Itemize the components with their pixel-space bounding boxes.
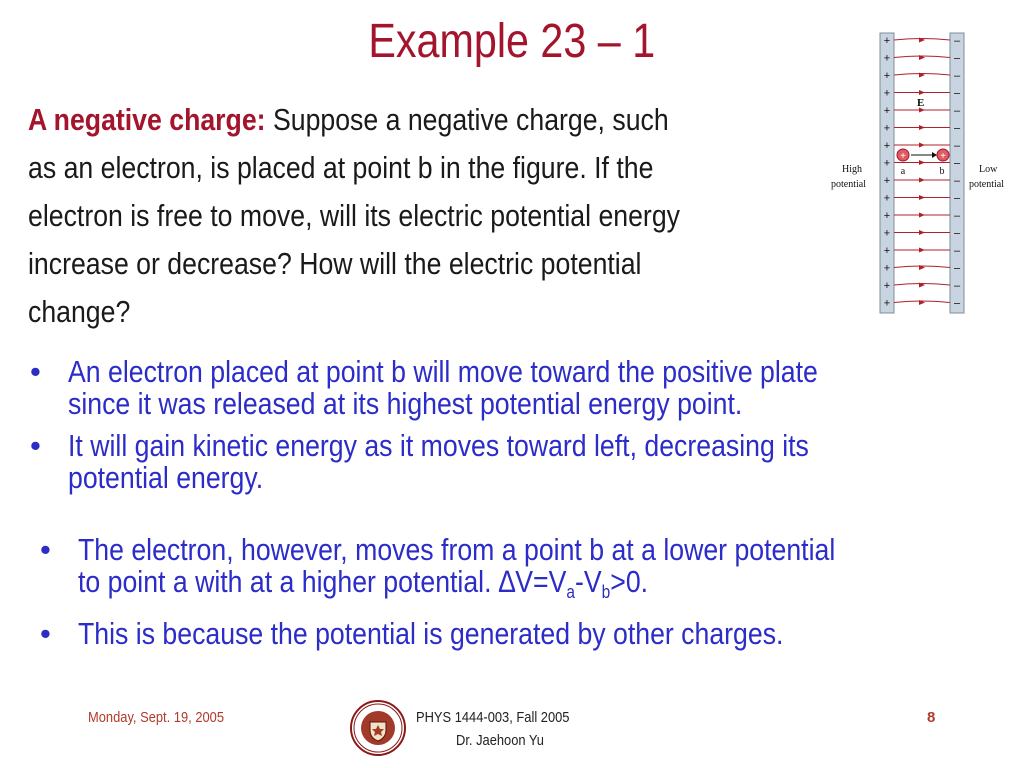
plus-sign: + xyxy=(883,157,891,170)
plus-sign: + xyxy=(883,70,891,82)
high-potential-label: High xyxy=(842,164,862,175)
footer-date: Monday, Sept. 19, 2005 xyxy=(88,709,225,726)
plus-sign: + xyxy=(883,52,891,65)
minus-sign: – xyxy=(953,157,961,170)
field-arrow xyxy=(919,160,925,165)
minus-sign: – xyxy=(953,262,961,275)
question-paragraph xyxy=(28,96,828,336)
bullet-item: • The electron, however, moves from a point b at a lower potential to point a with at a higher potential. $\Delta V=V_a-V_b>0$. xyxy=(40,534,1020,608)
field-arrow xyxy=(919,230,925,235)
university-seal-logo xyxy=(350,700,406,756)
minus-sign: – xyxy=(953,87,961,100)
explanation-bullets xyxy=(40,534,1020,660)
plus-sign: + xyxy=(883,227,891,240)
minus-sign: – xyxy=(953,175,961,187)
field-arrow xyxy=(919,213,925,218)
plus-sign: + xyxy=(883,140,891,152)
page-number: 8 xyxy=(927,709,936,726)
bullet-item: • This is because the potential is generated by other charges. xyxy=(40,616,784,651)
slide-title: Example 23 – 1 xyxy=(368,15,656,68)
minus-sign: – xyxy=(953,140,961,152)
plus-sign: + xyxy=(883,262,891,275)
footer-author: Dr. Jaehoon Yu xyxy=(456,732,544,749)
minus-sign: – xyxy=(953,245,961,257)
question-line: as an electron, is placed at point b in the figure. If the xyxy=(28,150,654,185)
minus-sign: – xyxy=(953,210,961,222)
bullet-dot: • xyxy=(30,354,41,389)
charge-b-sign: + xyxy=(940,151,946,162)
bullet-dot: • xyxy=(40,616,51,651)
minus-sign: – xyxy=(953,227,961,240)
field-arrow xyxy=(919,195,925,200)
answer-bullets xyxy=(30,356,1010,504)
question-line: A negative charge: Suppose a negative charge, such xyxy=(28,102,669,137)
field-arrow xyxy=(919,143,925,148)
minus-sign: – xyxy=(953,280,961,292)
question-lead: A negative charge: xyxy=(28,102,266,137)
delta-v-line: to point a with at a higher potential. $\Delta V=V_a-V_b>0$. xyxy=(78,564,649,602)
plus-sign: + xyxy=(883,210,891,222)
capacitor-figure xyxy=(825,28,1020,318)
plus-sign: + xyxy=(883,87,891,100)
plus-sign: + xyxy=(883,192,891,205)
minus-sign: – xyxy=(953,192,961,205)
minus-sign: – xyxy=(953,52,961,65)
plus-sign: + xyxy=(883,280,891,292)
plus-sign: + xyxy=(883,122,891,135)
plus-sign: + xyxy=(883,35,891,47)
plus-sign: + xyxy=(883,245,891,257)
minus-sign: – xyxy=(953,297,961,310)
point-a-label: a xyxy=(900,166,906,177)
field-label: E xyxy=(917,97,925,109)
field-arrow xyxy=(919,248,925,253)
minus-sign: – xyxy=(953,122,961,135)
charge-a-sign: + xyxy=(900,151,906,162)
plus-sign: + xyxy=(883,297,891,310)
bullet-item: • It will gain kinetic energy as it moves toward left, decreasing its potential energy. xyxy=(30,428,809,495)
field-arrow xyxy=(919,178,925,183)
high-potential-label: potential xyxy=(831,179,866,190)
delta-symbol: ∆ xyxy=(498,564,516,599)
charge-arrowhead xyxy=(932,152,937,158)
bullet-dot: • xyxy=(40,532,51,567)
footer-course: PHYS 1444-003, Fall 2005 xyxy=(416,709,570,726)
question-line: electron is free to move, will its electric potential energy xyxy=(28,198,680,233)
question-line: change? xyxy=(28,294,131,329)
field-arrow xyxy=(919,125,925,130)
minus-sign: – xyxy=(953,105,961,117)
plus-sign: + xyxy=(883,175,891,187)
low-potential-label: Low xyxy=(979,164,998,175)
bullet-item: • An electron placed at point b will move toward the positive plate since it was released at its highest potential energy point. xyxy=(30,354,818,421)
low-potential-label: potential xyxy=(969,179,1004,190)
minus-sign: – xyxy=(953,35,961,47)
plus-sign: + xyxy=(883,105,891,117)
bullet-dot: • xyxy=(30,428,41,463)
field-arrow xyxy=(919,90,925,95)
point-b-label: b xyxy=(939,166,945,177)
question-line: increase or decrease? How will the electric potential xyxy=(28,246,642,281)
minus-sign: – xyxy=(953,70,961,82)
